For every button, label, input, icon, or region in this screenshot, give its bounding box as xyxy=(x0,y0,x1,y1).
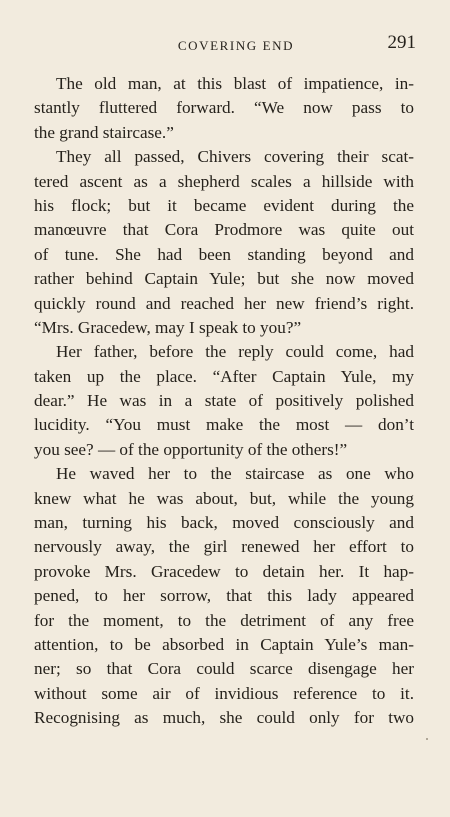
text-line: “Mrs. Gracedew, may I speak to you?” xyxy=(34,317,302,337)
text-line: dear.” He was in a state of positively polished xyxy=(34,391,414,411)
page-number: 291 xyxy=(387,32,416,53)
text-line: man, turning his back, moved consciously and xyxy=(34,513,414,533)
text-line: quickly round and reached her new friend’s right. xyxy=(34,293,414,313)
text-line: taken up the place. “After Captain Yule, my xyxy=(34,366,414,386)
text-line: of tune. She had been standing beyond and xyxy=(34,244,414,264)
page-header xyxy=(56,32,416,56)
text-line: They all passed, Chivers covering their scat- xyxy=(56,147,414,167)
text-line: for the moment, to the detriment of any free xyxy=(34,610,414,630)
text-line: knew what he was about, but, while the young xyxy=(34,488,414,508)
text-line: tered ascent as a shepherd scales a hillside with xyxy=(34,171,414,191)
body-text xyxy=(34,72,414,731)
text-line: stantly fluttered forward. “We now pass to xyxy=(34,98,414,118)
text-line: nervously away, the girl renewed her effort to xyxy=(34,537,414,557)
running-head: COVERING END xyxy=(177,38,295,53)
text-line: ner; so that Cora could scarce disengage her xyxy=(34,659,414,679)
text-line: without some air of invidious reference to it. xyxy=(34,683,414,703)
text-line: rather behind Captain Yule; but she now moved xyxy=(34,269,414,289)
text-line: lucidity. “You must make the most — don’t xyxy=(34,415,414,435)
text-line: his flock; but it became evident during the xyxy=(34,195,414,215)
paper-speck xyxy=(426,738,428,740)
text-line: manœuvre that Cora Prodmore was quite out xyxy=(34,220,414,240)
text-line: He waved her to the staircase as one who xyxy=(56,464,414,484)
text-line: attention, to be absorbed in Captain Yule’s man- xyxy=(34,634,414,654)
text-line: The old man, at this blast of impatience, in- xyxy=(56,74,414,93)
text-line: the grand staircase.” xyxy=(34,122,174,142)
text-line: Recognising as much, she could only for two xyxy=(34,708,414,728)
text-line: provoke Mrs. Gracedew to detain her. It hap- xyxy=(34,561,414,581)
text-line: Her father, before the reply could come, had xyxy=(56,342,414,362)
text-line: pened, to her sorrow, that this lady appeared xyxy=(34,586,414,606)
text-line: you see? — of the opportunity of the others!” xyxy=(34,439,348,459)
